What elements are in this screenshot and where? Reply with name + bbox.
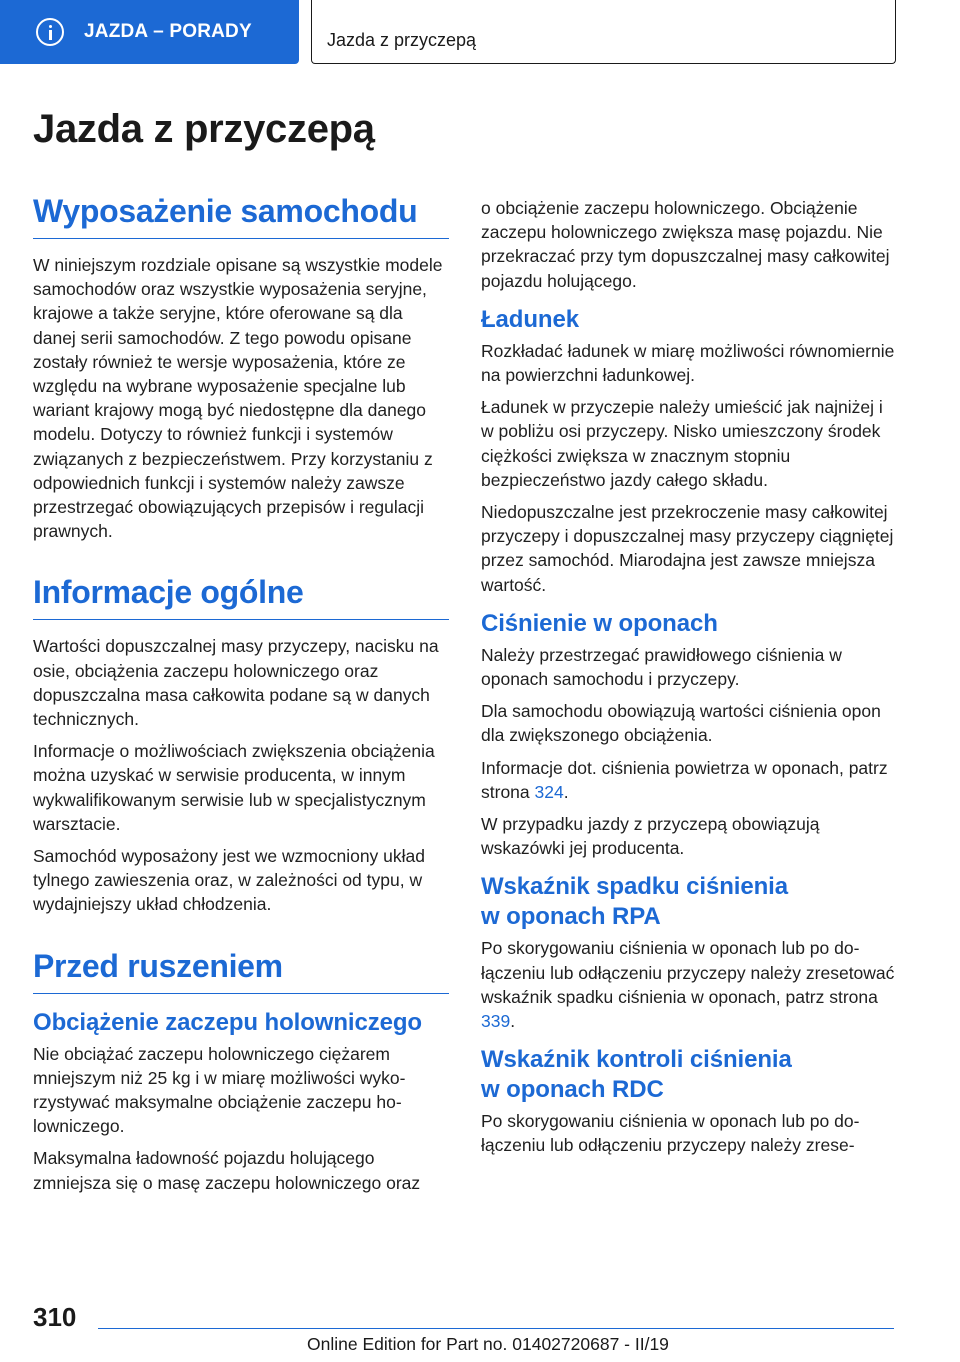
paragraph xyxy=(481,936,897,1033)
paragraph: Dla samochodu obowiązują wartości ciśnienia opon dla zwiększonego obciążenia. xyxy=(481,701,881,746)
chapter-tab[interactable] xyxy=(0,0,299,64)
text: Informacje dot. ciśnienia powietrza w oponach, patrz strona xyxy=(481,757,888,802)
paragraph: Należy przestrzegać prawidłowego ciśnienia w oponach samochodu i przyczepy. xyxy=(481,644,842,690)
paragraph: Po skorygowaniu ciśnienia w oponach lub po dołączeniu lub odłączeniu przyczepy należy zrese- xyxy=(481,1111,860,1156)
section-label: Jazda z przyczepą xyxy=(327,30,477,50)
left-column xyxy=(33,190,449,1203)
page-title: Jazda z przyczepą xyxy=(33,107,375,151)
heading-tire-pressure: Ciśnienie w oponach xyxy=(481,609,718,637)
right-column xyxy=(481,196,897,1166)
footer-edition: Online Edition for Part no. 01402720687 - II/19 xyxy=(307,1334,669,1354)
paragraph: Niedopuszczalne jest przekroczenie masy całkowitej przyczepy i dopuszczalnej masy przyczepy ciągniętej przez samochód. Miarodajna jest zawsze mniejsza wartość. xyxy=(481,502,894,595)
chapter-label: JAZDA – PORADY xyxy=(84,21,252,42)
paragraph: W niniejszym rozdziale opisane są wszystkie modele samochodów oraz wszystkie wyposażenia seryjne, krajowe a także seryjne, które oferowane są dla danej serii samochodów. Z tego powodu opisane zostały również te wersje wyposażenia, które ze względu na wybrane wyposażenie specjalne lub wariant krajowy mogą być niedostępne dla danego modelu. Dotyczy to również funkcji i systemów związanych z bezpieczeństwem. Przy korzystaniu z odpowiednich funkcji i systemów należy zawsze przestrzegać obowiązujących przepisów i regulacji prawnych. xyxy=(33,255,443,542)
section-header xyxy=(311,0,896,64)
heading-load: Ładunek xyxy=(481,305,579,333)
paragraph: Nie obciążać zaczepu holowniczego ciężarem mniejszym niż 25 kg i w miarę możliwości wykorzystywać maksymalne obciążenie zaczepu holowniczego. xyxy=(33,1043,406,1137)
info-icon xyxy=(36,18,64,46)
heading-line: w oponach RPA xyxy=(481,903,661,931)
heading-equipment: Wyposażenie samochodu xyxy=(33,190,449,239)
page-number: 310 xyxy=(33,1302,77,1332)
text: . xyxy=(510,1011,516,1032)
heading-line: Wskaźnik kontroli ciśnienia xyxy=(481,1046,792,1074)
paragraph: o obciążenie zaczepu holowniczego. Obciążenie zaczepu holowniczego zwiększa masę pojazdu. Nie przekraczać przy tym dopuszczalnej masy całkowitej pojazdu holującego. xyxy=(481,198,890,291)
heading-line: Wskaźnik spadku ciśnienia xyxy=(481,873,788,901)
paragraph: Maksymalna ładowność pojazdu holującego zmniejsza się o masę zaczepu holowniczego oraz xyxy=(33,1148,421,1193)
heading-line: w oponach RDC xyxy=(481,1076,664,1104)
heading-rdc xyxy=(481,1045,897,1105)
paragraph: Ładunek w przyczepie należy umieścić jak najniżej i w pobliżu osi przyczepy. Nisko umieszczony środek ciężkości zwiększa w znacznym stopniu bezpieczeństwo jazdy całego składu. xyxy=(481,397,883,490)
paragraph: W przypadku jazdy z przyczepą obowiązują wskazówki jej producenta. xyxy=(481,814,820,859)
paragraph: Samochód wyposażony jest we wzmocniony układ tylnego zawieszenia oraz, w zależności od typu, w wydajniejszy układ chłodzenia. xyxy=(33,846,425,915)
heading-hitch-load: Obciążenie zaczepu holowniczego xyxy=(33,1008,422,1036)
paragraph: Wartości dopuszczalnej masy przyczepy, nacisku na osie, obciążenia zaczepu holowniczego oraz dopuszczalna masa całkowita podane są w danych technicznych. xyxy=(33,636,439,730)
paragraph: Informacje o możliwościach zwiększenia obciążenia można uzyskać w serwisie producenta, w innym wykwalifikowanym serwisie lub w specjalistycznym warsztacie. xyxy=(33,741,435,834)
heading-before-driving: Przed ruszeniem xyxy=(33,945,449,994)
footer-divider xyxy=(98,1328,894,1329)
text: . xyxy=(563,781,569,802)
heading-rpa xyxy=(481,872,897,932)
paragraph xyxy=(481,756,897,804)
page-link-324[interactable]: 324 xyxy=(534,781,564,802)
page-link-339[interactable]: 339 xyxy=(481,1011,511,1032)
heading-general: Informacje ogólne xyxy=(33,571,449,620)
paragraph: Rozkładać ładunek w miarę możliwości równomiernie na powierzchni ładunkowej. xyxy=(481,340,895,386)
text: Po skorygowaniu ciśnienia w oponach lub po dołączeniu lub odłączeniu przyczepy należy zresetować wskaźnik spadku ciśnienia w oponach, patrz strona xyxy=(481,938,895,1007)
